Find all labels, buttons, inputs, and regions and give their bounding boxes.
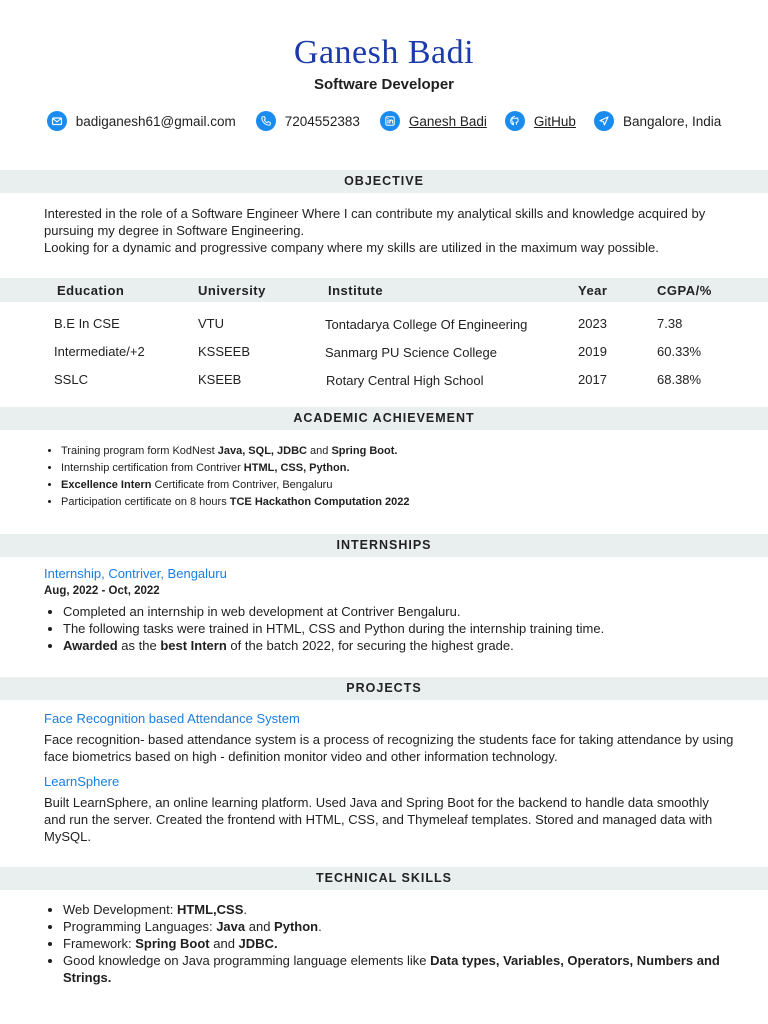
cell-year: 2019 [578, 344, 607, 359]
academic-achievement-heading: ACADEMIC ACHIEVEMENT [0, 407, 768, 430]
project-description: Built LearnSphere, an online learning platform. Used Java and Spring Boot for the backend to handle data smoothly and run the server. Created the frontend with HTML, CSS, and Thymeleaf templates. Stored and managed data with MySQL. [44, 795, 713, 844]
cell-education: Intermediate/+2 [54, 344, 145, 359]
column-header-university: University [198, 283, 266, 298]
cell-education: SSLC [54, 372, 88, 387]
projects-heading: PROJECTS [0, 677, 768, 700]
list-item: • Participation certificate on 8 hours TCE Hackathon Computation 2022 [61, 494, 409, 511]
github-icon [505, 111, 525, 131]
contact-location [594, 111, 721, 131]
cell-institute: Tontadarya College Of Engineering [325, 317, 528, 332]
column-header-cgpa: CGPA/% [657, 283, 712, 298]
objective-line1: Interested in the role of a Software Engineer Where I can contribute my analytical skills and knowledge acquired by pursuing my degree in Software Engineering. [44, 206, 706, 238]
cell-education: B.E In CSE [54, 316, 120, 331]
list-item: • Framework: Spring Boot and JDBC. [63, 935, 743, 952]
internship-role: Internship, Contriver, Bengaluru [44, 566, 227, 581]
technical-skills-heading: TECHNICAL SKILLS [0, 867, 768, 890]
cell-year: 2017 [578, 372, 607, 387]
list-item: • Completed an internship in web development at Contriver Bengaluru. [63, 603, 604, 620]
location-text: Bangalore, India [622, 113, 722, 129]
linkedin-icon [380, 111, 400, 131]
cell-cgpa: 7.38 [657, 316, 683, 331]
column-header-education: Education [57, 283, 125, 298]
list-item: • Good knowledge on Java programming language elements like Data types, Variables, Operators, Numbers and Strings. [63, 952, 743, 986]
contact-bar [0, 111, 768, 131]
cell-university: VTU [198, 316, 224, 331]
cell-university: KSEEB [198, 372, 242, 387]
cell-cgpa: 60.33% [657, 344, 702, 359]
cell-institute: Rotary Central High School [326, 373, 484, 388]
github-link[interactable]: GitHub [533, 113, 576, 129]
list-item: • The following tasks were trained in HTML, CSS and Python during the internship training time. [63, 620, 604, 637]
contact-phone[interactable] [256, 111, 360, 131]
column-header-year: Year [578, 283, 608, 298]
objective-line2: Looking for a dynamic and progressive company where my skills are utilized in the maximum way possible. [44, 240, 659, 255]
skills-list [48, 901, 743, 986]
internships-heading: INTERNSHIPS [0, 534, 768, 557]
education-table-header [0, 278, 768, 302]
phone-icon [256, 111, 276, 131]
location-icon [594, 111, 614, 131]
list-item: • Programming Languages: Java and Python. [63, 918, 743, 935]
project-title: Face Recognition based Attendance System [44, 711, 300, 726]
project-title: LearnSphere [44, 774, 120, 789]
candidate-name: Ganesh Badi [293, 34, 475, 71]
phone-text[interactable]: 7204552383 [284, 113, 360, 129]
contact-linkedin[interactable] [380, 111, 487, 131]
email-text[interactable]: badiganesh61@gmail.com [75, 113, 236, 129]
column-header-institute: Institute [328, 283, 384, 298]
internship-list [48, 603, 604, 654]
cell-university: KSSEEB [198, 344, 251, 359]
list-item: • Excellence Intern Certificate from Contriver, Bengaluru [61, 477, 409, 494]
job-title: Software Developer [313, 76, 455, 93]
list-item: • Training program form KodNest Java, SQL, JDBC and Spring Boot. [61, 443, 409, 460]
linkedin-link[interactable]: Ganesh Badi [408, 113, 487, 129]
project-description: Face recognition- based attendance system is a process of recognizing the students face for taking attendance by using face biometrics based on high - definition monitor video and other information technology. [44, 732, 734, 764]
cell-cgpa: 68.38% [657, 372, 702, 387]
contact-github[interactable] [505, 111, 576, 131]
objective-heading: OBJECTIVE [0, 170, 768, 193]
cell-institute: Sanmarg PU Science College [325, 345, 497, 360]
cell-year: 2023 [578, 316, 607, 331]
mail-icon [47, 111, 67, 131]
list-item: • Internship certification from Contriver HTML, CSS, Python. [61, 460, 409, 477]
list-item: • Web Development: HTML,CSS. [63, 901, 743, 918]
achievement-list [48, 443, 409, 511]
list-item: • Awarded as the best Intern of the batch 2022, for securing the highest grade. [63, 637, 604, 654]
internship-dates: Aug, 2022 - Oct, 2022 [44, 585, 160, 597]
contact-email[interactable] [47, 111, 236, 131]
